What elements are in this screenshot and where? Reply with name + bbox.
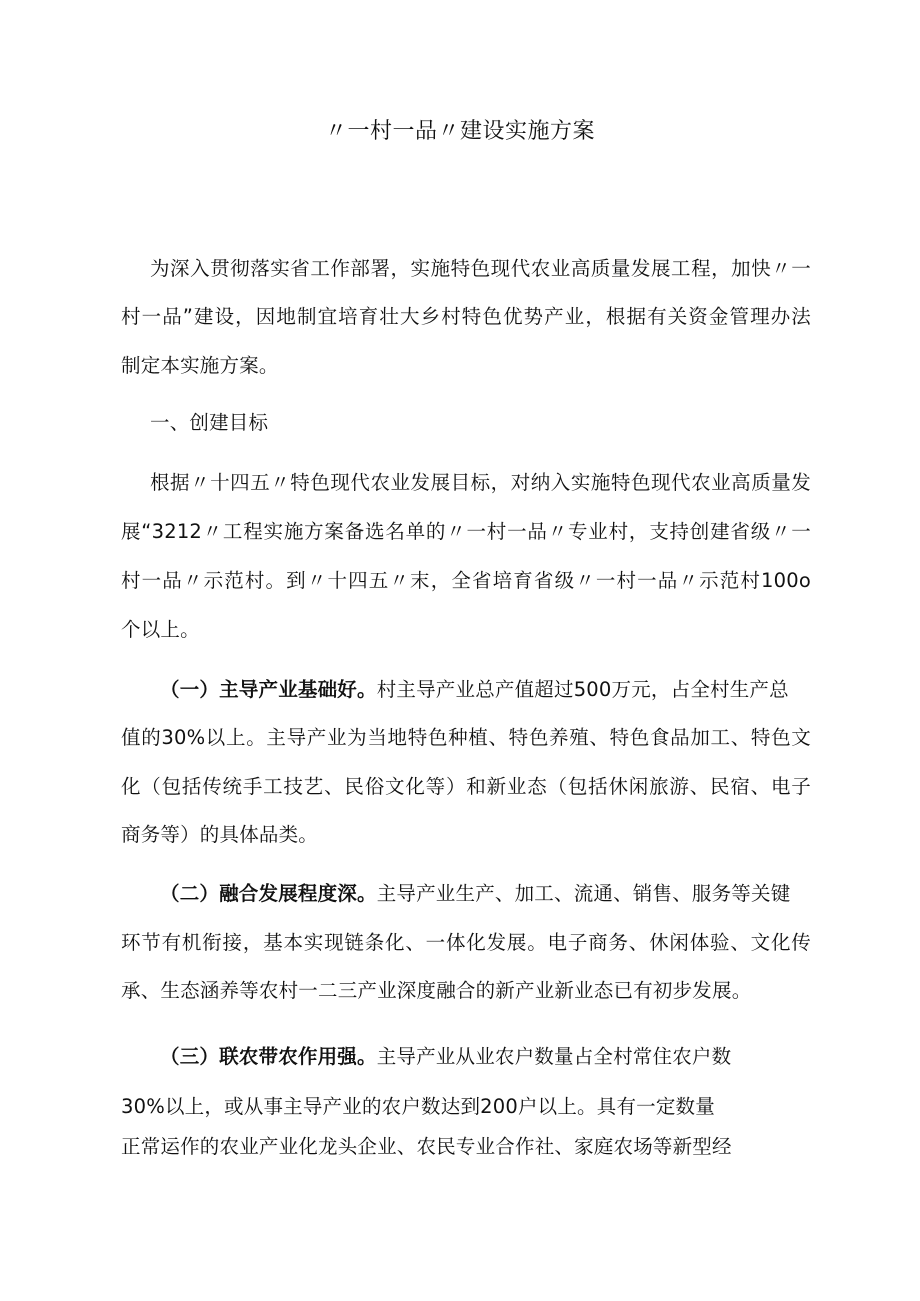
goal-line: 个以上。 xyxy=(121,618,200,641)
item3-text: 主导产业从业农户数量占全村常住农户数 xyxy=(376,1045,732,1068)
item3-line: 正常运作的农业产业化龙头企业、农民专业合作社、家庭农场等新型经 xyxy=(121,1135,732,1158)
section-heading: 一、创建目标 xyxy=(150,411,269,434)
intro-line: 制定本实施方案。 xyxy=(121,354,279,377)
item2-first-line xyxy=(160,880,811,908)
goal-line: 根据〃十四五〃特色现代农业发展目标，对纳入实施特色现代农业高质量发 xyxy=(150,471,811,494)
item1-line: 商务等）的具体品类。 xyxy=(121,823,319,846)
item3-line: 30%以上，或从事主导产业的农户数达到200户以上。具有一定数量 xyxy=(121,1095,715,1118)
intro-line: 为深入贯彻落实省工作部署，实施特色现代农业高质量发展工程，加快〃一 xyxy=(150,257,811,280)
item1-line: 化（包括传统手工技艺、民俗文化等）和新业态（包括休闲旅游、民宿、电子 xyxy=(121,775,811,798)
item1-line: 值的30%以上。主导产业为当地特色种植、特色养殖、特色食品加工、特色文 xyxy=(121,726,811,749)
document-title: 〃一村一品〃建设实施方案 xyxy=(324,119,595,144)
item2-line: 环节有机衔接，基本实现链条化、一体化发展。电子商务、休闲体验、文化传 xyxy=(121,931,811,954)
item1-text: 村主导产业总产值超过500万元，占全村生产总 xyxy=(376,678,789,701)
item2-heading: （二）融合发展程度深。 xyxy=(160,882,377,905)
item3-heading: （三）联农带农作用强。 xyxy=(160,1045,377,1068)
goal-line: 展“3212〃工程实施方案备选名单的〃一村一品〃专业村，支持创建省级〃一 xyxy=(121,520,811,543)
item2-line: 承、生态涵养等农村一二三产业深度融合的新产业新业态已有初步发展。 xyxy=(121,979,752,1002)
item1-first-line xyxy=(160,676,811,704)
goal-line: 村一品〃示范村。到〃十四五〃末，全省培育省级〃一村一品〃示范村100o xyxy=(121,569,811,592)
item3-first-line xyxy=(160,1043,811,1071)
intro-line: 村一品”建设，因地制宜培育壮大乡村特色优势产业，根据有关资金管理办法 xyxy=(121,305,811,328)
item1-heading: （一）主导产业基础好。 xyxy=(160,678,377,701)
item2-text: 主导产业生产、加工、流通、销售、服务等关键 xyxy=(376,882,791,905)
